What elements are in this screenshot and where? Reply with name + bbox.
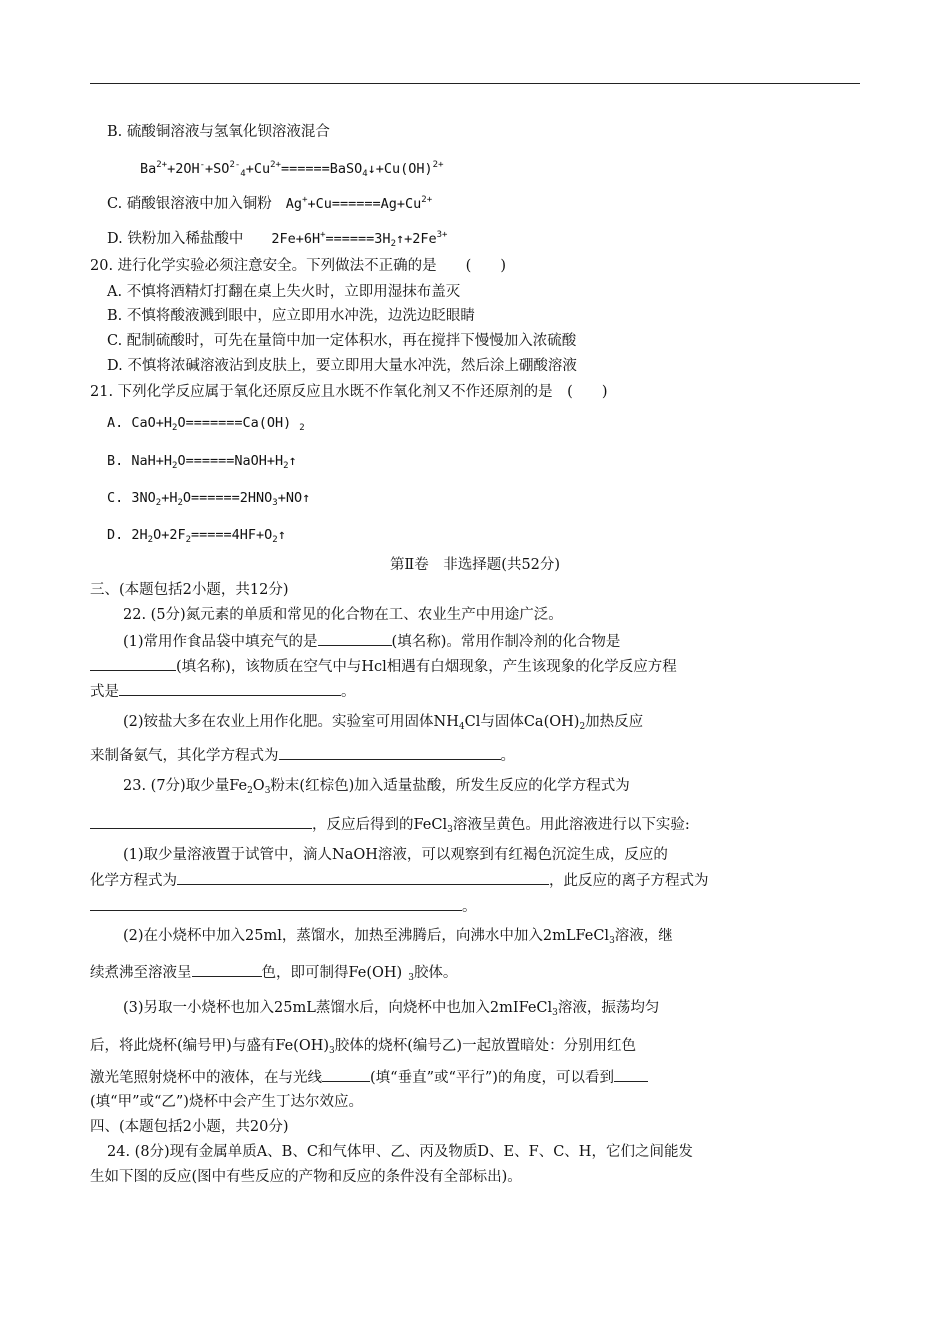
q21-stem: 21. 下列化学反应属于氧化还原反应且水既不作氧化剂又不作还原剂的是 ( ): [90, 384, 608, 400]
answer-blank[interactable]: [279, 745, 501, 760]
q19-option-b-label: B. 硫酸铜溶液与氢氧化钡溶液混合: [107, 124, 330, 140]
q23-part3-line1: (3)另取一小烧杯也加入25mL蒸馏水后，向烧杯中也加入2mIFeCl$_3$溶液，振荡均匀: [123, 1000, 660, 1018]
part-4-heading: 四、(本题包括2小题，共20分): [90, 1119, 289, 1135]
answer-blank[interactable]: [119, 681, 341, 696]
part-3-heading: 三、(本题包括2小题，共12分): [90, 582, 289, 598]
q23-stem: 23. (7分)取少量$Fe_2O_3$粉末(红棕色)加入适量盐酸，所发生反应的化学方程式为: [123, 778, 630, 796]
q21-option-a: A. $CaO+H_2O=======Ca(OH)$ $_2$: [107, 415, 305, 433]
answer-blank[interactable]: [177, 870, 549, 885]
q20-option-c: C. 配制硫酸时，可先在量筒中加一定体积水，再在搅拌下慢慢加入浓硫酸: [107, 333, 577, 349]
answer-blank[interactable]: [90, 896, 462, 911]
q23-part3-line2: 后，将此烧杯(编号甲)与盛有$Fe(OH)_3$胶体的烧杯(编号乙)一起放置暗处：分别用红色: [90, 1038, 637, 1056]
q19-option-c: C. 硝酸银溶液中加入铜粉 $Ag^++Cu======Ag+Cu^{2+}$: [107, 195, 433, 212]
q22-stem: 22. (5分)氮元素的单质和常见的化合物在工、农业生产中用途广泛。: [123, 607, 563, 623]
answer-blank[interactable]: [322, 1067, 370, 1082]
q23-part1-line3: 。: [90, 896, 477, 917]
q19-option-d: D. 铁粉加入稀盐酸中 $2Fe+6H^+======3H_2↑+2Fe^{3+}$: [107, 230, 448, 249]
q20-option-b: B. 不慎将酸液溅到眼中，应立即用水冲洗，边洗边眨眼睛: [107, 308, 475, 324]
q20-option-d: D. 不慎将浓碱溶液沾到皮肤上，要立即用大量水冲洗，然后涂上硼酸溶液: [107, 358, 577, 374]
q23-part2-line1: (2)在小烧杯中加入25ml，蒸馏水，加热至沸腾后，向沸水中加入2mLFeCl$_3$溶液，继: [123, 928, 673, 946]
q20-option-a: A. 不慎将酒精灯打翻在桌上失火时，立即用湿抹布盖灭: [107, 284, 461, 300]
q23-part2-line2: 续煮沸至溶液呈 色，即可制得Fe(OH) $_3$胶体。: [90, 962, 457, 988]
q19-option-b-equation: $Ba^{2+}+2OH^-+SO^{2-}_4+Cu^{2+}======BaSO_4↓+Cu(OH)^{2+}$: [140, 160, 444, 179]
q23-part3-line3: 激光笔照射烧杯中的液体，在与光线 (填“垂直”或“平行”)的角度，可以看到: [90, 1067, 648, 1088]
section-2-title: 第Ⅱ卷 非选择题(共52分): [389, 557, 561, 573]
header-rule: [90, 83, 860, 84]
q21-option-b: B. $NaH+H_2O======NaOH+H_2↑$: [107, 453, 297, 471]
answer-blank[interactable]: [90, 814, 312, 829]
q24-stem: 24. (8分)现有金属单质A、B、C和气体甲、乙、丙及物质D、E、F、C、H，它们之间能发: [107, 1144, 693, 1160]
q23-stem-line2: ，反应后得到的FeCl$_3$溶液呈黄色。用此溶液进行以下实验:: [90, 814, 690, 840]
q22-part2-line2: 来制备氨气，其化学方程式为 。: [90, 745, 515, 766]
answer-blank[interactable]: [90, 656, 176, 671]
q21-option-d: D. $2H_2O+2F_2=====4HF+O_2↑$: [107, 527, 286, 545]
answer-blank[interactable]: [192, 962, 262, 977]
answer-blank[interactable]: [614, 1067, 648, 1082]
q22-part1-line3: 式是 。: [90, 681, 356, 702]
q24-stem-line2: 生如下图的反应(图中有些反应的产物和反应的条件没有全部标出)。: [90, 1169, 522, 1185]
q20-stem: 20. 进行化学实验必须注意安全。下列做法不正确的是 ( ): [90, 258, 506, 274]
q23-part1-line1: (1)取少量溶液置于试管中，滴人NaOH溶液，可以观察到有红褐色沉淀生成，反应的: [123, 847, 668, 863]
q23-part1-line2: 化学方程式为 ，此反应的离子方程式为: [90, 870, 709, 891]
q23-part3-line4: (填“甲”或“乙”)烧杯中会产生丁达尔效应。: [90, 1094, 363, 1110]
q22-part2-line1: (2)铵盐大多在农业上用作化肥。实验室可用固体$NH_4Cl$与固体$Ca(OH)_2$加热反应: [123, 714, 644, 732]
q22-part1-line1: (1)常用作食品袋中填充气的是 (填名称)。常用作制冷剂的化合物是: [123, 631, 620, 652]
q22-part1-line2: (填名称)，该物质在空气中与Hcl相遇有白烟现象，产生该现象的化学反应方程: [90, 656, 677, 677]
q21-option-c: C. $3NO_2+H_2O======2HNO_3+NO↑$: [107, 490, 311, 508]
answer-blank[interactable]: [318, 631, 392, 646]
